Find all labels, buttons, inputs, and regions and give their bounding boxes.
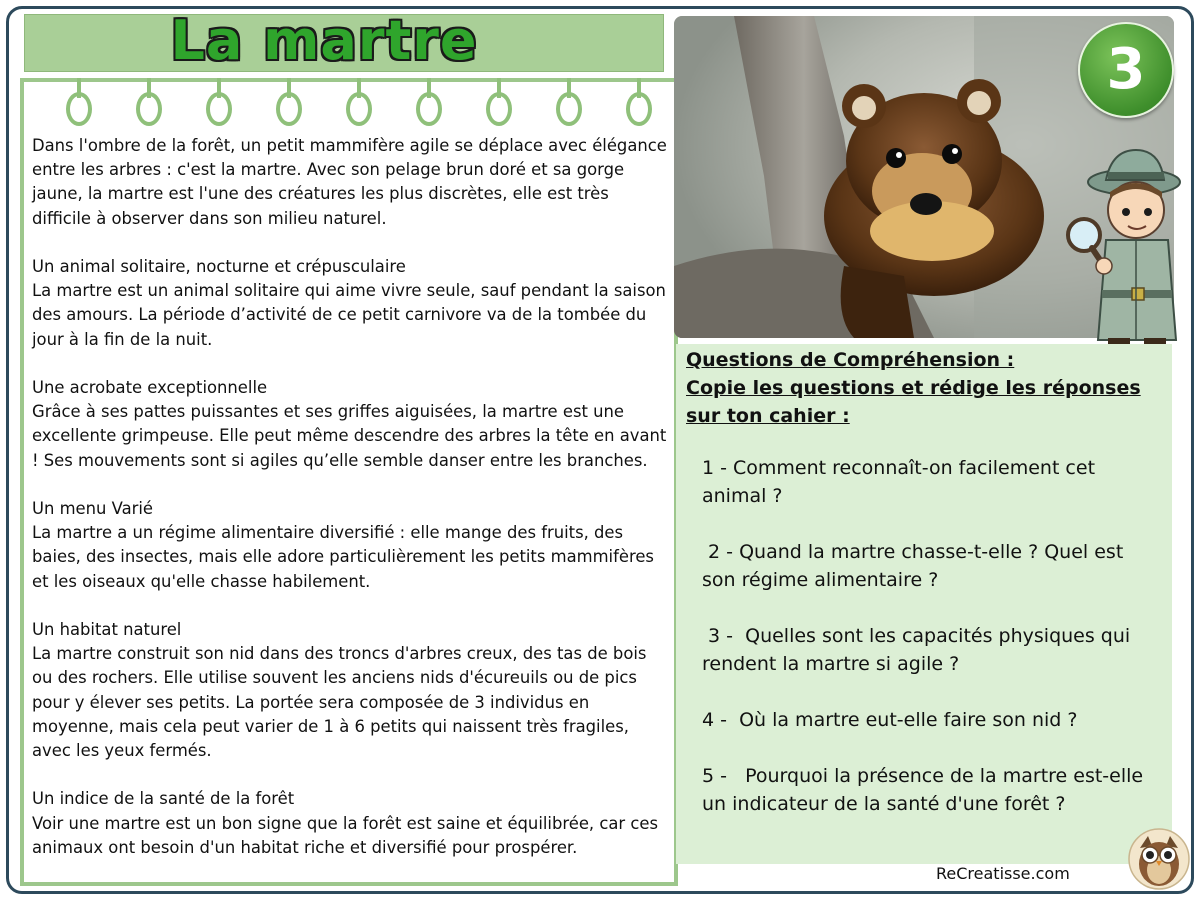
questions-list [702,454,1162,846]
section-heading: Un indice de la santé de la forêt [32,789,295,809]
article-intro: Dans l'ombre de la forêt, un petit mammifère agile se déplace avec élégance entre les arbres : c'est la martre. Avec son pelage brun doré et sa gorge jaune, la martre est l'une des créatures les plus discrètes, elle est très difficile à observer dans son milieu naturel. [32,136,667,228]
article-text [32,134,672,860]
question-item: 4 - Où la martre eut-elle faire son nid ? [702,709,1078,731]
section-body: La martre a un régime alimentaire diversifié : elle mange des fruits, des baies, des insectes, mais elle adore particulièrement les petits mammifères et les oiseaux qu'elle chasse habilement. [32,523,654,591]
section-body: Voir une martre est un bon signe que la forêt est saine et équilibrée, car ces animaux ont besoin d'un habitat riche et diversifié pour prospérer. [32,813,658,857]
spiral-binding [24,82,674,132]
binding-ring [416,92,442,126]
section-body: La martre est un animal solitaire qui aime vivre seule, sauf pendant la saison des amours. La période d’activité de ce petit carnivore va de la tombée du jour à la fin de la nuit. [32,281,666,349]
question-item: 3 - Quelles sont les capacités physiques qui rendent la martre si agile ? [702,625,1137,675]
section-heading: Une acrobate exceptionnelle [32,378,268,397]
section-heading: Un habitat naturel [32,620,182,639]
section-heading: Un menu Varié [32,499,153,518]
binding-ring [626,92,652,126]
article-section [32,255,672,352]
question-item: 1 - Comment reconnaît-on facilement cet animal ? [702,457,1096,507]
number-badge: 3 [1078,22,1174,118]
question-item: 5 - Pourquoi la présence de la martre est-elle un indicateur de la santé d'une forêt ? [702,765,1150,815]
article-section [32,618,672,763]
binding-ring [136,92,162,126]
owl-logo-icon [1128,828,1190,890]
article-section [32,787,672,860]
section-heading: Un animal solitaire, nocturne et crépusculaire [32,257,406,276]
question-item: 2 - Quand la martre chasse-t-elle ? Quel est son régime alimentaire ? [702,541,1130,591]
page-title: La martre [170,9,478,72]
binding-ring [206,92,232,126]
article-section [32,497,672,594]
notebook-panel [20,78,678,886]
binding-ring [346,92,372,126]
section-body: Grâce à ses pattes puissantes et ses griffes aiguisées, la martre est une excellente grimpeuse. Elle peut même descendre des arbres la tête en avant ! Ses mouvements sont si agiles qu’elle semble danser entre les branches. [32,402,667,470]
questions-title: Questions de Compréhension : [686,349,1015,371]
detective-icon [1062,140,1192,360]
questions-header [686,346,1156,430]
binding-ring [486,92,512,126]
article-section [32,376,672,473]
binding-ring [276,92,302,126]
binding-ring [66,92,92,126]
site-credit: ReCreatisse.com [936,864,1070,883]
section-body: La martre construit son nid dans des troncs d'arbres creux, des tas de bois ou des rochers. Elle utilise souvent les anciens nids d'écureuils ou de pics pour y élever ses petits. La portée sera composée de 3 individus en moyenne, mais cela peut varier de 1 à 6 petits qui naissent très fragiles, avec les yeux fermés. [32,644,647,761]
questions-instruction: Copie les questions et rédige les réponses sur ton cahier : [686,377,1141,427]
binding-ring [556,92,582,126]
